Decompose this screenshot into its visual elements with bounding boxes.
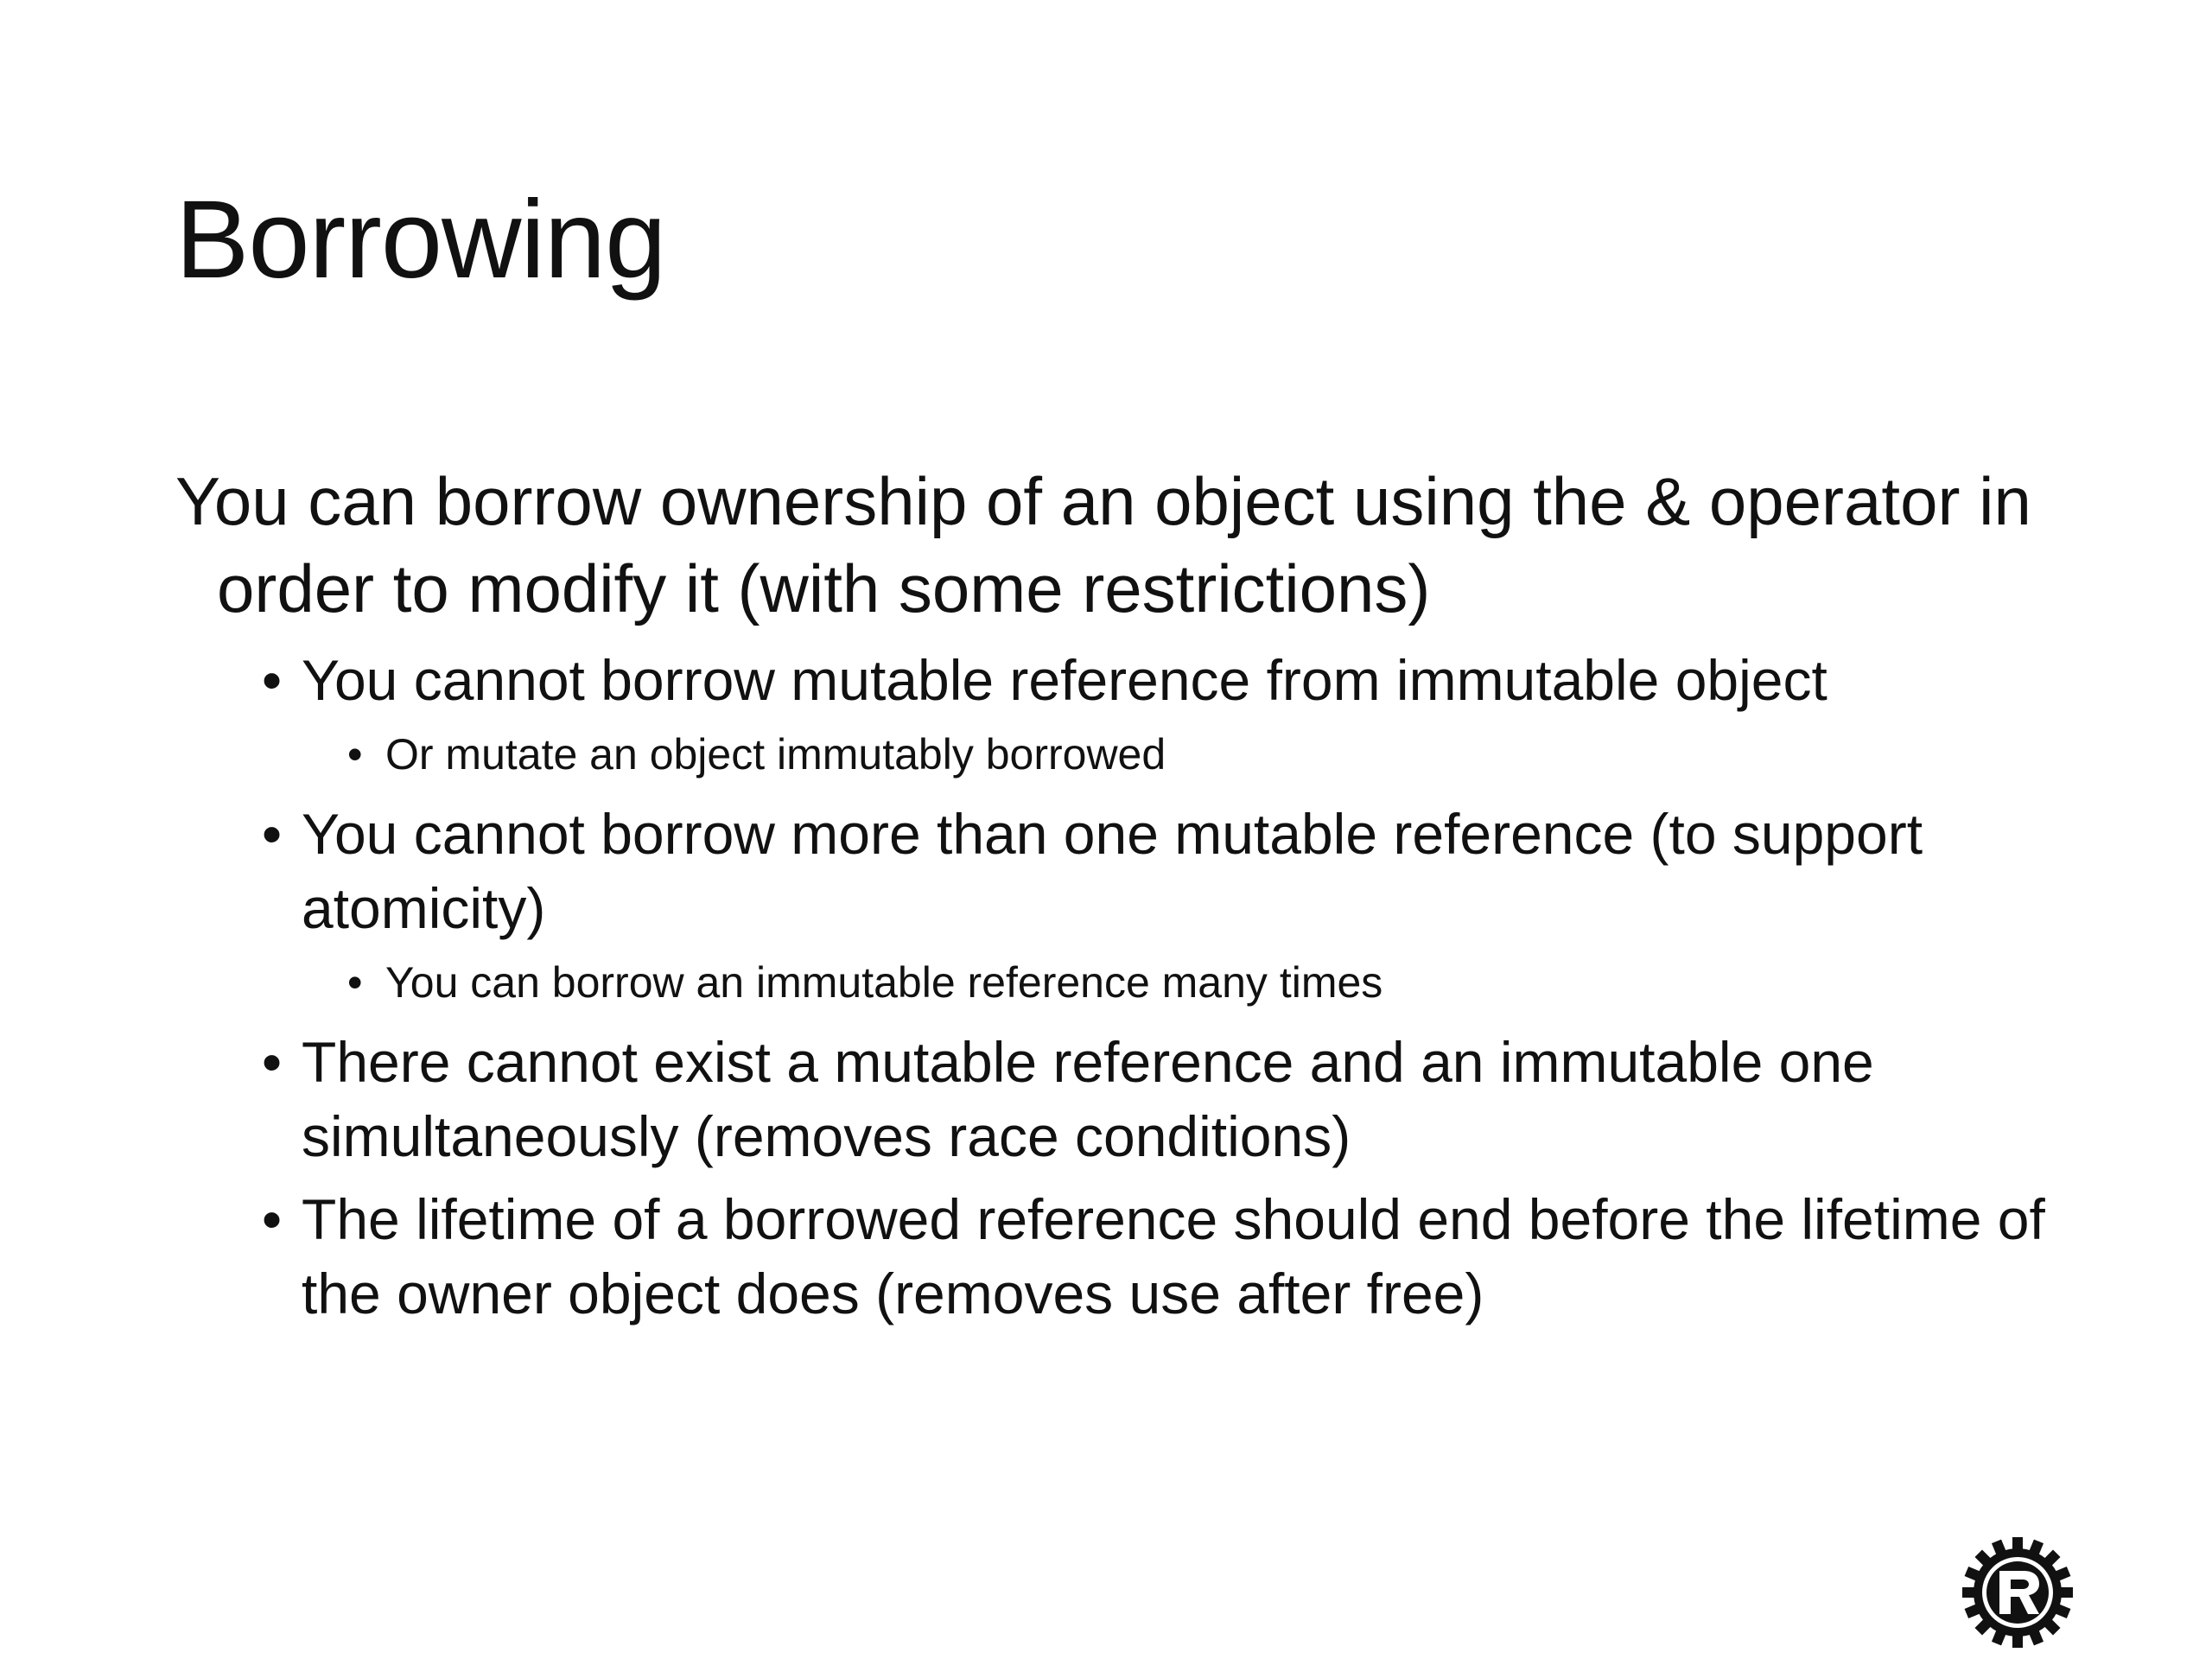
slide-title: Borrowing bbox=[175, 178, 666, 302]
bullet-item bbox=[262, 797, 2073, 945]
bullet-icon: • bbox=[347, 730, 363, 779]
bullet-icon: • bbox=[262, 648, 283, 712]
sub-bullet-item bbox=[347, 726, 2027, 783]
bullet-item bbox=[262, 1025, 2073, 1173]
bullet-text: You cannot borrow mutable reference from immutable object bbox=[302, 648, 1827, 712]
bullet-icon: • bbox=[262, 1030, 283, 1094]
bullet-icon: • bbox=[347, 958, 363, 1007]
bullet-text: You cannot borrow more than one mutable reference (to support atomicity) bbox=[302, 802, 1923, 940]
sub-bullet-text: Or mutate an object immutably borrowed bbox=[385, 730, 1166, 779]
slide-body bbox=[175, 458, 2102, 1339]
sub-bullet-text: You can borrow an immutable reference many times bbox=[385, 958, 1383, 1007]
bullet-icon: • bbox=[262, 802, 283, 866]
bullet-item bbox=[262, 643, 2073, 717]
lead-paragraph: You can borrow ownership of an object using the & operator in order to modify it (with some restrictions) bbox=[175, 463, 2031, 626]
bullet-icon: • bbox=[262, 1187, 283, 1251]
bullet-text: The lifetime of a borrowed reference should end before the lifetime of the owner object does (removes use after free) bbox=[302, 1187, 2045, 1325]
rust-logo-icon bbox=[1961, 1536, 2074, 1649]
bullet-item bbox=[262, 1182, 2073, 1331]
sub-bullet-item bbox=[347, 954, 2027, 1011]
bullet-text: There cannot exist a mutable reference and an immutable one simultaneously (removes race conditions) bbox=[302, 1030, 1874, 1168]
